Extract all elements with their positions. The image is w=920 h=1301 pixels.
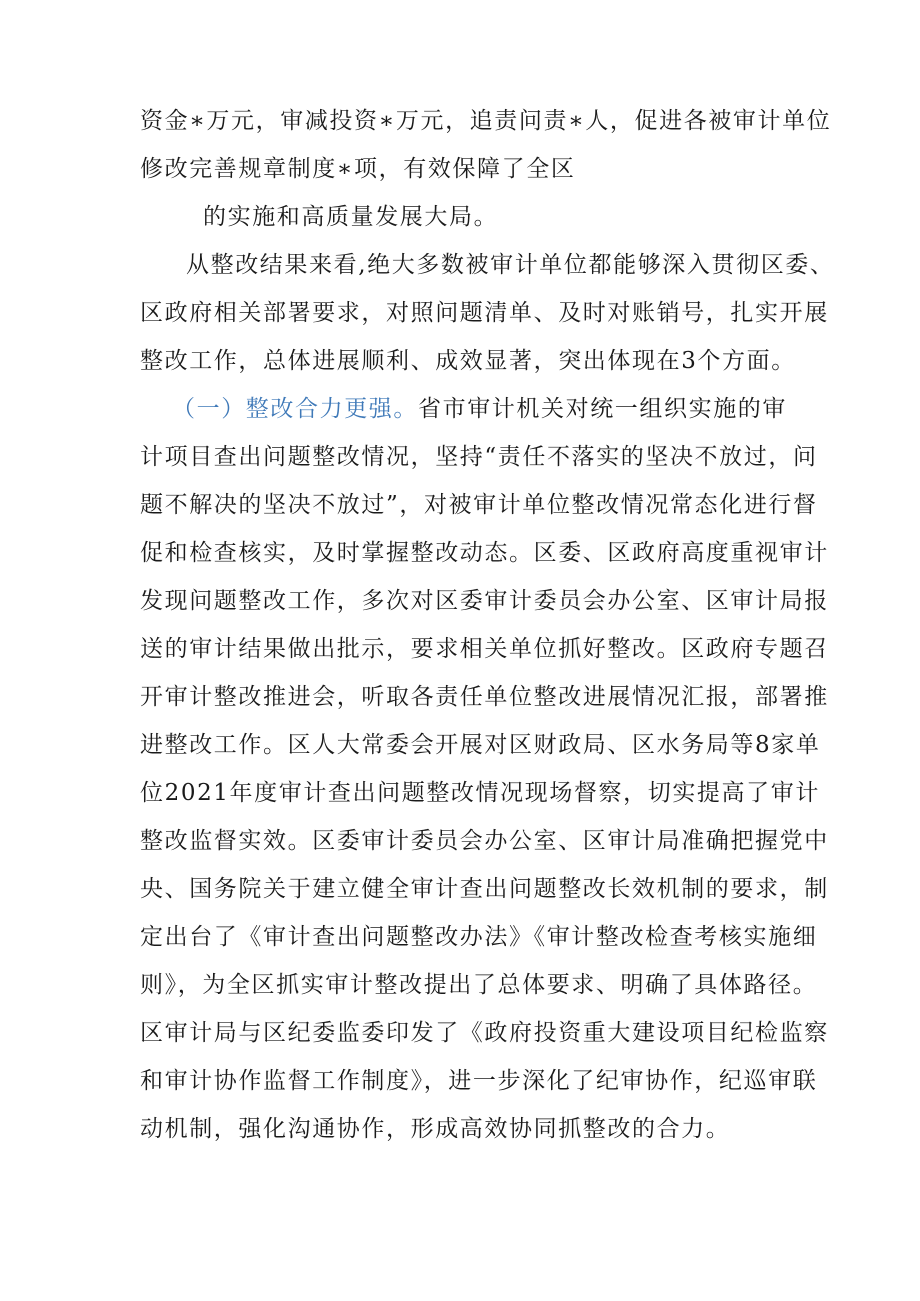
line-text: 定出台了《审计查出问题整改办法》《审计整改检查考核实施细 [140, 924, 818, 950]
line-text: 和审计协作监督工作制度》，进一步深化了纪审协作，纪巡审联 [140, 1068, 818, 1094]
line-text: 资金∗万元，审减投资∗万元，追责问责∗人，促进各被审计单位 [140, 108, 832, 134]
body-line-3 [203, 202, 498, 232]
body-line-21 [140, 1066, 817, 1096]
body-line-15 [140, 778, 820, 808]
body-line-13 [140, 682, 829, 712]
line-text: 区政府相关部署要求，对照问题清单、及时对账销号，扎实开展 [140, 300, 829, 326]
section-heading: （一）整改合力更强。 [172, 396, 418, 422]
body-line-4 [186, 250, 835, 280]
line-text: 促和检查核实，及时掌握整改动态。区委、区政府高度重视审计 [140, 540, 829, 566]
body-line-19 [140, 970, 817, 1000]
line-text: 送的审计结果做出批示，要求相关单位抓好整改。区政府专题召 [140, 636, 829, 662]
line-text: 区审计局与区纪委监委印发了《政府投资重大建设项目纪检监察 [140, 1020, 829, 1046]
line-text: 则》，为全区抓实审计整改提出了总体要求、明确了具体路径。 [140, 972, 818, 998]
line-text: 整改工作，总体进展顺利、成效显著，突出体现在3个方面。 [140, 348, 796, 374]
line-text: 整改监督实效。区委审计委员会办公室、区审计局准确把握党中 [140, 828, 829, 854]
line-text: 修改完善规章制度∗项，有效保障了全区 [140, 156, 576, 182]
line-text: 央、国务院关于建立健全审计查出问题整改长效机制的要求，制 [140, 876, 829, 902]
body-line-9 [140, 490, 818, 520]
body-line-16 [140, 826, 829, 856]
body-line-8 [140, 442, 818, 472]
line-text: 进整改工作。区人大常委会开展对区财政局、区水务局等8家单 [140, 732, 821, 758]
body-line-12 [140, 634, 829, 664]
body-line-17 [140, 874, 829, 904]
body-line-5 [140, 298, 829, 328]
body-line-7 [172, 394, 787, 424]
body-line-2 [140, 154, 575, 184]
body-line-14 [140, 730, 820, 760]
line-text: 位2021年度审计查出问题整改情况现场督察，切实提高了审计 [140, 780, 820, 806]
body-line-18 [140, 922, 817, 952]
body-line-11 [140, 586, 829, 616]
line-text: 发现问题整改工作，多次对区委审计委员会办公室、区审计局报 [140, 588, 829, 614]
line-text: 从整改结果来看,绝大多数被审计单位都能够深入贯彻区委、 [186, 252, 835, 278]
line-text: 开审计整改推进会，听取各责任单位整改进展情况汇报，部署推 [140, 684, 829, 710]
line-text: 动机制，强化沟通协作，形成高效协同抓整改的合力。 [140, 1116, 731, 1142]
body-line-6 [140, 346, 796, 376]
body-line-22 [140, 1114, 730, 1144]
body-line-1 [140, 106, 831, 136]
line-text: 省市审计机关对统一组织实施的审 [418, 396, 787, 422]
line-text: 计项目查出问题整改情况，坚持“责任不落实的坚决不放过，问 [140, 444, 818, 470]
body-line-20 [140, 1018, 829, 1048]
line-text: 题不解决的坚决不放过”，对被审计单位整改情况常态化进行督 [140, 492, 818, 518]
line-text: 的实施和高质量发展大局。 [203, 204, 499, 230]
body-line-10 [140, 538, 829, 568]
